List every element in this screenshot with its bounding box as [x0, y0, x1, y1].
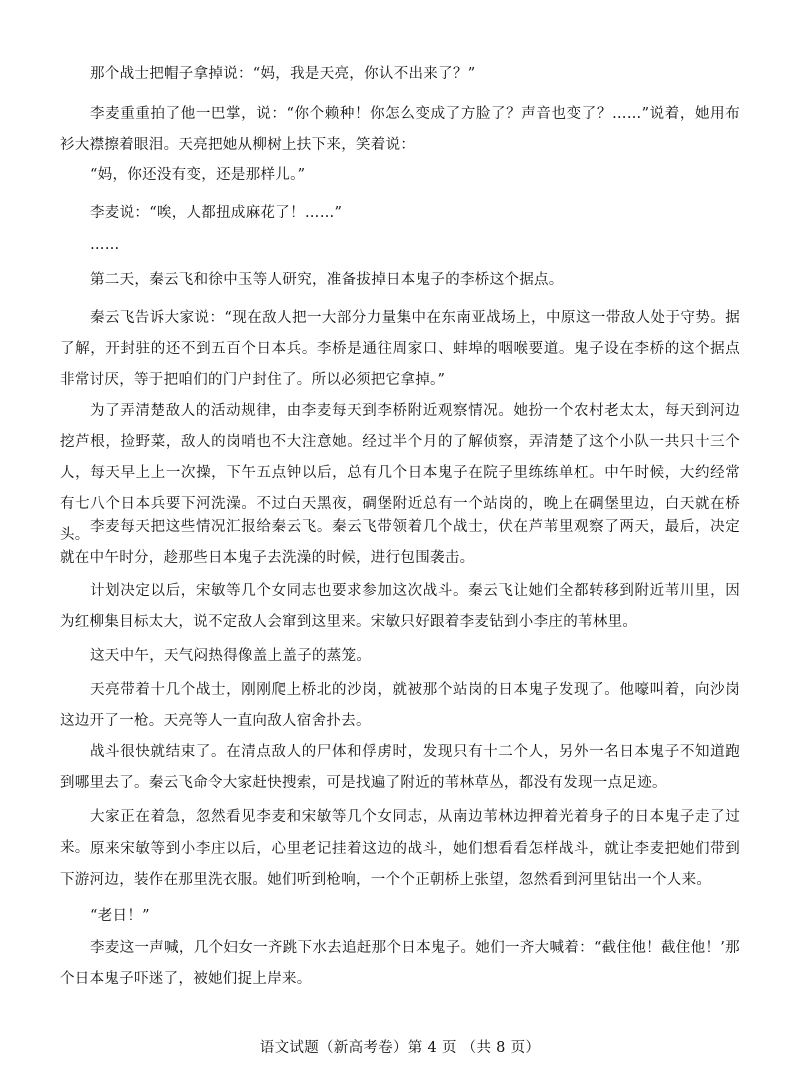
paragraph-5: 第二天，秦云飞和徐中玉等人研究，准备拔掉日本鬼子的李桥这个据点。: [90, 272, 564, 288]
paragraph-1: 那个战士把帽子拿掉说：“妈，我是天亮，你认不出来了？”: [90, 66, 476, 82]
page-footer: 语文试题（新高考卷）第 4 页 （共 8 页）: [259, 1040, 541, 1056]
paragraph-15: “老日！”: [90, 908, 150, 924]
paragraph-10: 这天中午，天气闷热得像盖上盖子的蒸笼。: [90, 648, 372, 664]
paragraph-2: 李麦重重拍了他一巴掌，说：“你个赖种！你怎么变成了方脸了？声音也变了？……”说着，她用布衫大襟擦着眼泪。天亮把她从柳树上扶下来，笑着说：: [60, 106, 740, 153]
paragraph-6: 秦云飞告诉大家说：“现在敌人把一大部分力量集中在东南亚战场上，中原这一带敌人处于守势。据了解，开封驻的还不到五百个日本兵。李桥是通往周家口、蚌埠的咽喉要道。鬼子设在李桥的这个据点非常讨厌，等于把咱们的门户封住了。所以必须把它拿掉。”: [60, 310, 740, 388]
paragraph-8: 李麦每天把这些情况汇报给秦云飞。秦云飞带领着几个战士，伏在芦苇里观察了两天，最后，决定就在中午时分，趁那些日本鬼子去洗澡的时候，进行包围袭击。: [60, 519, 740, 566]
paragraph-3: “妈，你还没有变，还是那样儿。”: [90, 167, 306, 183]
paragraph-13: 大家正在着急，忽然看见李麦和宋敏等几个女同志，从南边苇林边押着光着身子的日本鬼子走了过来。: [60, 809, 740, 856]
ellipsis-line: ……: [90, 237, 120, 253]
paragraph-16: 李麦这一声喊，几个妇女一齐跳下水去追赶那个日本鬼子。她们一齐大喊着：“截住他！截住他！’那个日本鬼子吓迷了，被她们捉上岸来。: [60, 940, 740, 987]
paragraph-4: 李麦说：“唉，人都扭成麻花了！……”: [90, 205, 343, 221]
paragraph-14: 原来宋敏等到小李庄以后，心里老记挂着这边的战斗，她们想看看怎样战斗，就让李麦把她们带到下游河边，装作在那里洗衣服。她们听到枪响，一个个正朝桥上张望，忽然看到河里钻出一个人来。: [60, 841, 740, 888]
paragraph-9: 计划决定以后，宋敏等几个女同志也要求参加这次战斗。秦云飞让她们全都转移到附近苇川里，因为红柳集目标太大，说不定敌人会窜到这里来。宋敏只好跟着李麦钻到小李庄的苇林里。: [60, 583, 740, 630]
paragraph-11: 天亮带着十几个战士，刚刚爬上桥北的沙岗，就被那个站岗的日本鬼子发现了。他嚎叫着，向沙岗这边开了一枪。天亮等人一直向敌人宿舍扑去。: [60, 682, 740, 729]
paragraph-7: 为了弄清楚敌人的活动规律，由李麦每天到李桥附近观察情况。她扮一个农村老太太，每天到河边挖芦根，捡野菜，敌人的岗哨也不大注意她。经过半个月的了解侦察，弄清楚了这个小队一共只十三个人，每天早上上一次操，下午五点钟以后，总有几个日本鬼子在院子里练练单杠。中午时候，大约经常有七八个日本兵要下河洗澡。不过白天黑夜，碉堡附近总有一个站岗的，晚上在碉堡里边，白天就在桥头。: [60, 403, 740, 543]
paragraph-12: 战斗很快就结束了。在清点敌人的尸体和俘虏时，发现只有十二个人，另外一名日本鬼子不知道跑到哪里去了。秦云飞命令大家赶快搜索，可是找遍了附近的苇林草丛，都没有发现一点足迹。: [60, 744, 740, 791]
